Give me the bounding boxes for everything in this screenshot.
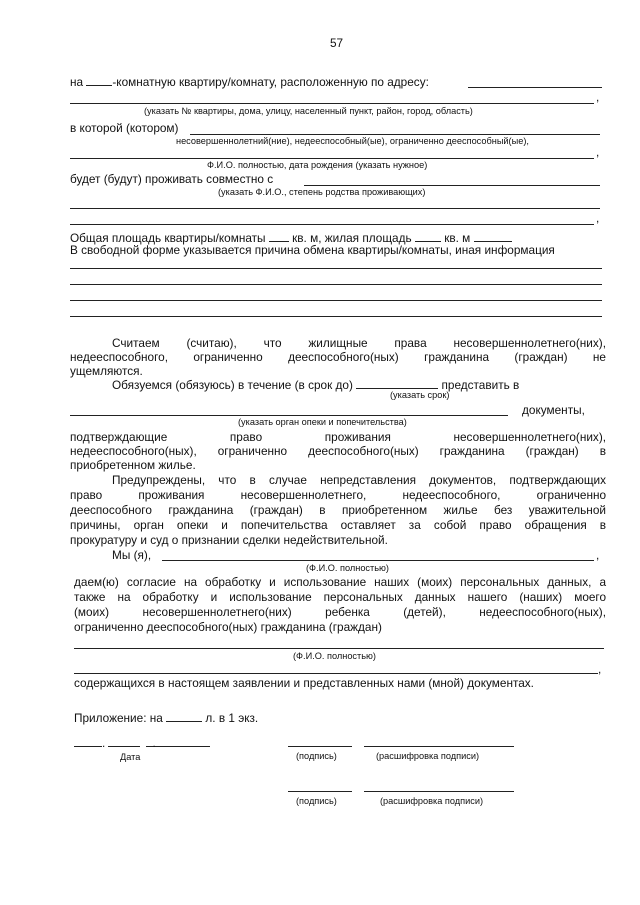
confirm-line-1: подтверждающие право проживания несовершеннолетнего(них), (70, 430, 607, 444)
consent-line-1: даем(ю) согласие на обработку и использование наших (моих) персональных данных, а (74, 575, 607, 589)
date-label: Дата (120, 752, 141, 762)
attachment-line (74, 710, 258, 725)
we-fio-field[interactable] (162, 560, 594, 561)
deadline-hint: (указать срок) (390, 390, 450, 400)
free-form-line-2[interactable] (70, 284, 602, 285)
cohabitants-field-line2[interactable] (70, 208, 600, 209)
residents-field[interactable] (190, 134, 600, 135)
cohabitants-label: будет (будут) проживать совместно с (70, 172, 274, 186)
address-hint: (указать № квартиры, дома, улицу, населенный пункт, район, город, область) (144, 106, 473, 116)
warn-line-1: Предупреждены, что в случае непредставления документов, подтверждающих (112, 473, 607, 487)
signature-decode-field[interactable] (364, 746, 514, 747)
comma: , (598, 662, 602, 676)
cohabitants-hint: (указать Ф.И.О., степень родства проживающих) (218, 187, 426, 197)
signature-decode-label: (расшифровка подписи) (376, 751, 480, 761)
total-area-label: Общая площадь квартиры/комнаты (70, 231, 266, 245)
apartment-rooms-label (70, 74, 429, 89)
signature-field[interactable] (288, 746, 352, 747)
free-form-label: В свободной форме указывается причина обмена квартиры/комнаты, иная информация (70, 243, 555, 257)
address-field-line2[interactable] (70, 103, 594, 104)
sqm-label: кв. м (444, 231, 471, 245)
residents-label: в которой (котором) (70, 121, 179, 135)
free-form-line-1[interactable] (70, 268, 602, 269)
organ-field[interactable] (70, 415, 508, 416)
prefix-na: на (70, 75, 84, 89)
cohabitants-field[interactable] (304, 185, 600, 186)
signature-decode-label-2: (расшифровка подписи) (380, 796, 484, 806)
signature-field-2[interactable] (288, 791, 352, 792)
oblige-line (112, 377, 519, 392)
contained-docs-text: содержащихся в настоящем заявлении и представленных нами (мной) документах. (74, 676, 534, 690)
consent-line-2: также на обработку и использование персональных данных нашего (наших) моего (74, 590, 607, 604)
warn-line-4: причины, орган опеки и попечительства оставляет за собой право обращения в (70, 518, 607, 532)
page-number: 57 (330, 36, 344, 50)
deadline-field[interactable] (356, 377, 438, 389)
attachment-label: Приложение: на (74, 711, 163, 725)
warn-line-3: дееспособного гражданина (граждан) в приобретенном жилье без уважительной (70, 503, 606, 517)
extra-field[interactable] (474, 230, 512, 242)
free-form-line-4[interactable] (70, 316, 602, 317)
cohabitants-field-line3[interactable] (70, 224, 594, 225)
confirm-line-2: недееспособного(ных), ограниченно дееспособного(ных) гражданина (граждан) в (70, 444, 606, 458)
consider-line-2: недееспособного, ограниченно дееспособного(ных) гражданина (граждан) не (70, 350, 606, 364)
living-area-field[interactable] (415, 230, 441, 242)
consent-fio-hint: (Ф.И.О. полностью) (293, 651, 376, 661)
residents-field-line2[interactable] (70, 158, 594, 159)
attachment-pages-field[interactable] (166, 710, 202, 722)
comma: , (596, 90, 600, 104)
we-label: Мы (я), (112, 548, 152, 562)
attachment-copies-label: л. в 1 экз. (205, 711, 259, 725)
total-area-field[interactable] (269, 230, 289, 242)
confirm-line-3: приобретенном жилье. (70, 458, 196, 472)
consent-line-4: ограниченно дееспособного(ных) гражданина (граждан) (74, 620, 382, 634)
residents-hint: несовершеннолетний(ние), недееспособный(ые), ограниченно дееспособный(ые), (176, 136, 529, 146)
consider-line-3: ущемляются. (70, 364, 143, 378)
signature-label: (подпись) (296, 751, 337, 761)
present-label: представить в (441, 378, 520, 392)
rooms-count-field[interactable] (86, 74, 112, 86)
comma: , (596, 145, 600, 159)
warn-line-2: право проживания несовершеннолетнего, недееспособного, ограниченно (70, 488, 607, 502)
warn-line-5: прокуратуру и суд о признании сделки недействительной. (70, 533, 388, 547)
free-form-line-3[interactable] (70, 300, 602, 301)
signature-decode-field-2[interactable] (364, 791, 514, 792)
consent-line-3: (моих) несовершеннолетнего(них) ребенка (детей), недееспособного(ных), (74, 605, 607, 619)
oblige-label: Обязуемся (обязуюсь) в течение (в срок до) (112, 378, 353, 392)
signature-label-2: (подпись) (296, 796, 337, 806)
apartment-address-label: -комнатную квартиру/комнату, расположенную по адресу: (112, 75, 429, 89)
consent-fio-field-line2[interactable] (74, 673, 598, 674)
date-separators: . . (102, 736, 178, 750)
we-fio-hint: (Ф.И.О. полностью) (306, 563, 389, 573)
organ-hint: (указать орган опеки и попечительства) (238, 417, 407, 427)
living-area-label: кв. м, жилая площадь (292, 231, 412, 245)
consider-line-1: Считаем (считаю), что жилищные права несовершеннолетнего(них), (112, 336, 607, 350)
date-day-field[interactable] (74, 746, 102, 747)
residents-fio-hint: Ф.И.О. полностью, дата рождения (указать нужное) (207, 160, 428, 170)
address-field[interactable] (468, 87, 602, 88)
documents-label: документы, (522, 403, 585, 417)
comma: , (596, 211, 600, 225)
comma: , (596, 548, 600, 562)
consent-fio-field[interactable] (74, 648, 604, 649)
